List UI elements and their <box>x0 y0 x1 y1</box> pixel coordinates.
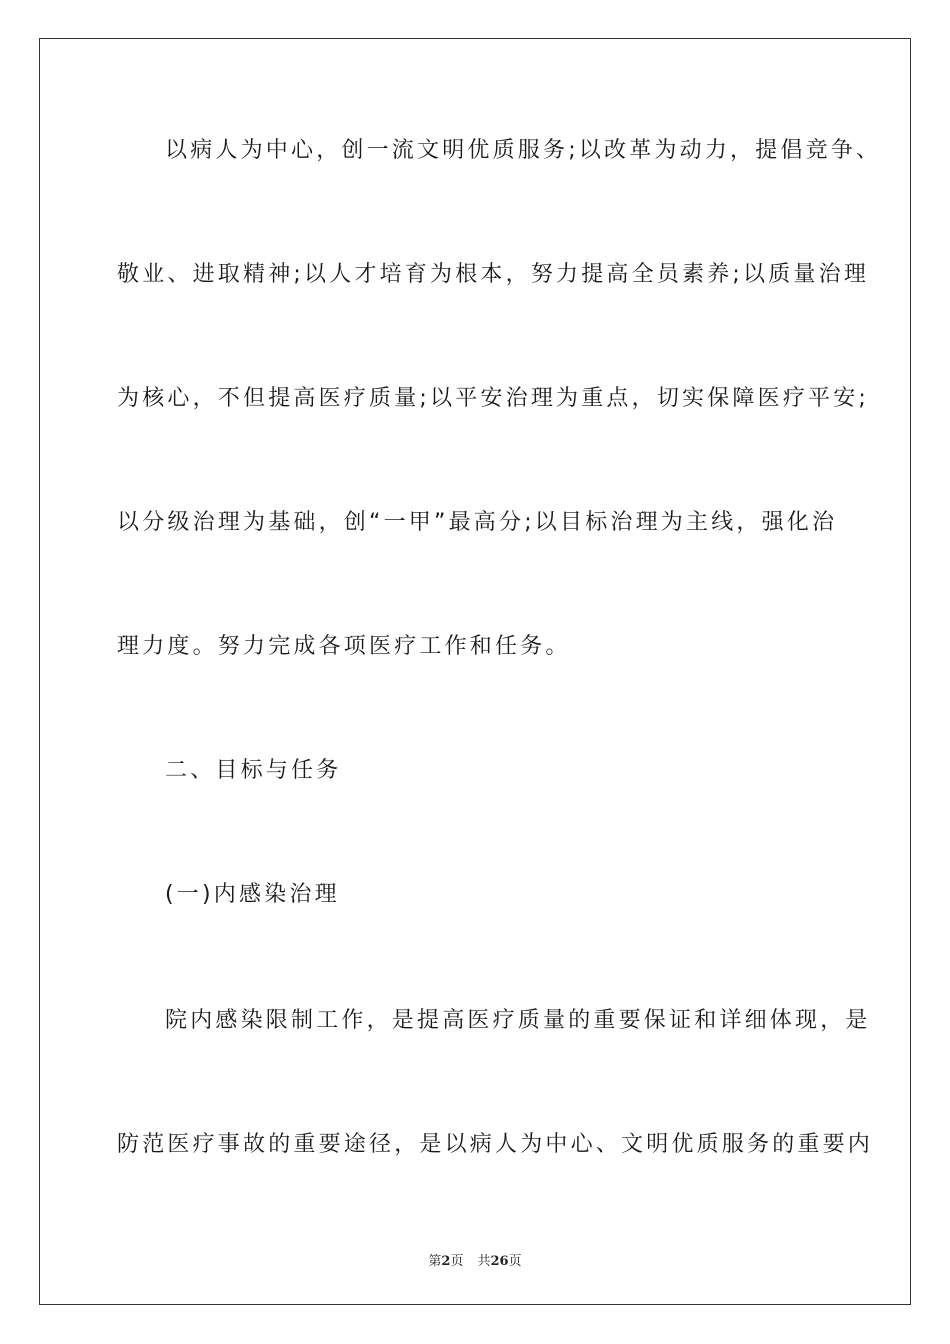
footer-page-suffix: 页 <box>450 1254 464 1269</box>
footer-total-number: 26 <box>490 1254 509 1269</box>
section-heading: 二、目标与任务 <box>165 758 342 783</box>
footer-total-suffix: 页 <box>508 1254 522 1269</box>
footer-total-prefix: 共 <box>477 1254 491 1269</box>
paragraph-line-3: 为核心，不但提高医疗质量;以平安治理为重点，切实保障医疗平安; <box>117 386 870 411</box>
page-frame <box>39 38 911 1305</box>
paragraph-line-1: 以病人为中心，创一流文明优质服务;以改革为动力，提倡竞争、 <box>165 138 882 163</box>
subsection-heading: (一)内感染治理 <box>165 882 340 907</box>
footer-page-number: 2 <box>441 1254 451 1269</box>
paragraph-line-4: 以分级治理为基础，创“一甲”最高分;以目标治理为主线，强化治 <box>117 510 838 535</box>
paragraph-line-2: 敬业、进取精神;以人才培育为根本，努力提高全员素养;以质量治理 <box>117 262 870 287</box>
paragraph-line-7: 防范医疗事故的重要途径，是以病人为中心、文明优质服务的重要内 <box>117 1132 874 1157</box>
page-footer <box>0 1250 950 1269</box>
paragraph-line-6: 院内感染限制工作，是提高医疗质量的重要保证和详细体现，是 <box>165 1008 871 1033</box>
footer-page-prefix: 第 <box>428 1254 442 1269</box>
paragraph-line-5: 理力度。努力完成各项医疗工作和任务。 <box>117 634 571 659</box>
